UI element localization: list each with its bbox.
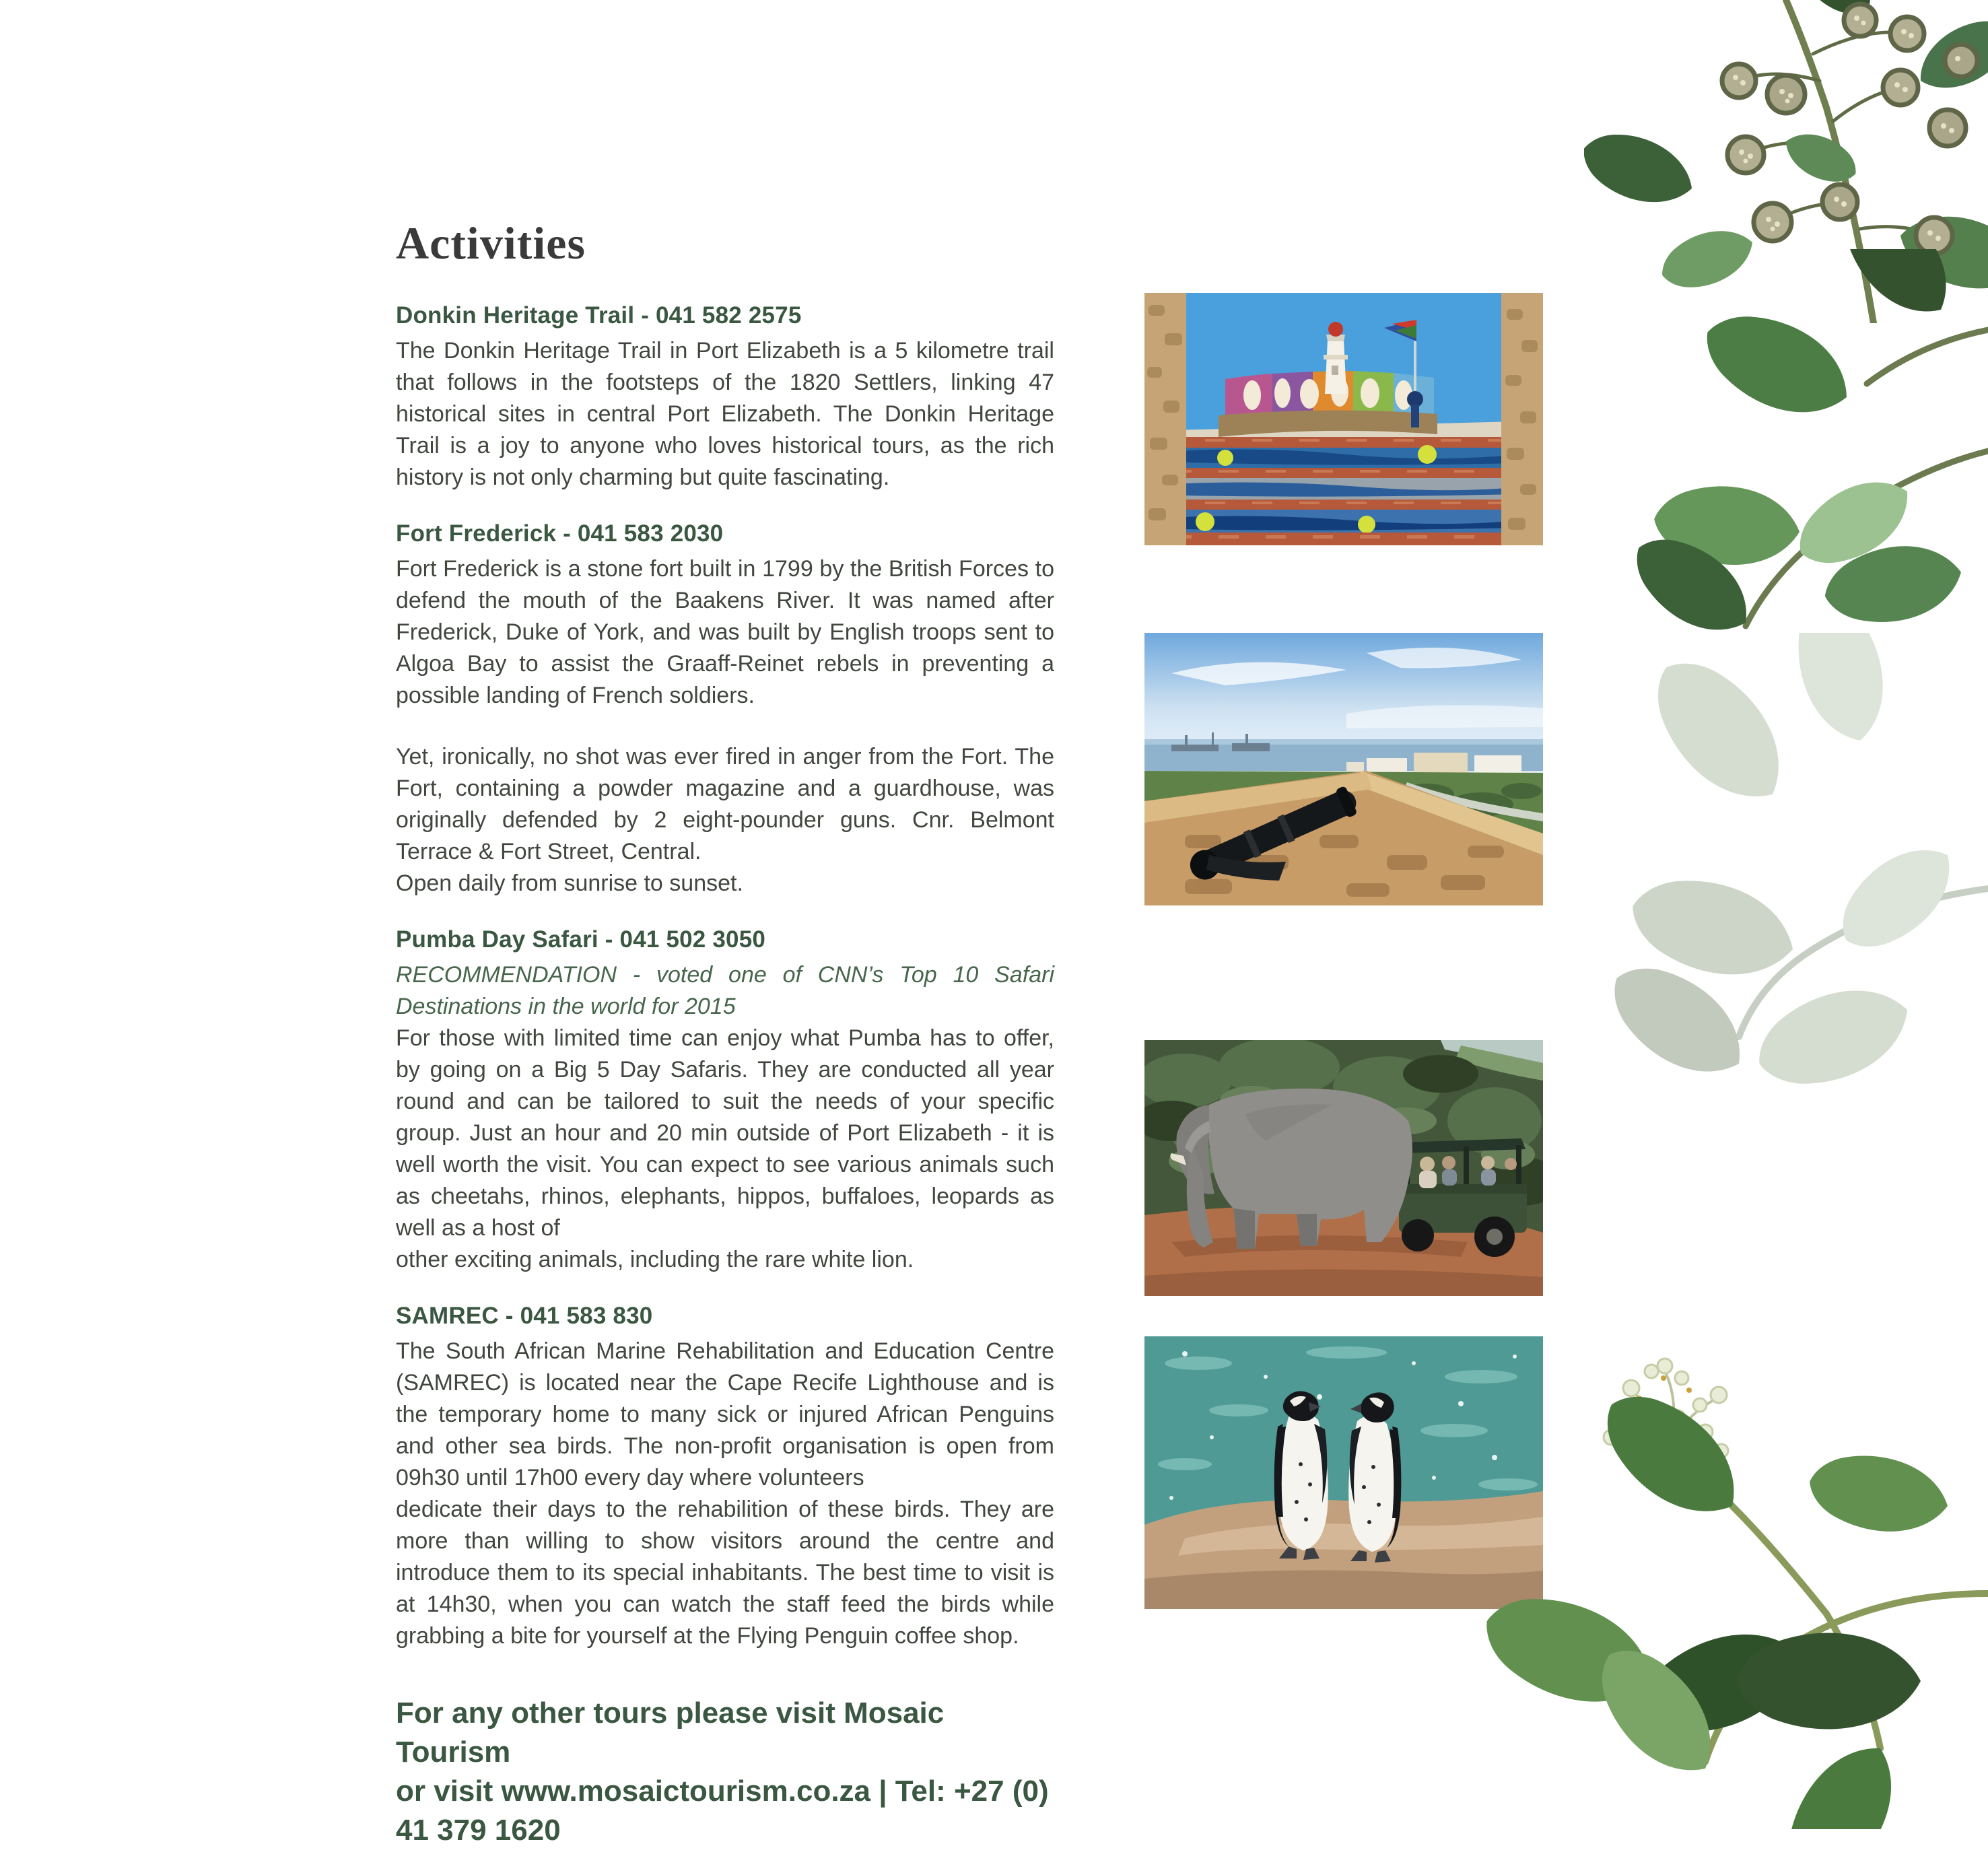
botanical-berry-branch-illustration — [1584, 0, 1988, 323]
section-heading: Pumba Day Safari - 041 502 3050 — [396, 926, 766, 953]
donkin-photo-illustration — [1144, 293, 1543, 545]
section-paragraph: Fort Frederick is a stone fort built in 1799 by the British Forces to defend the mouth of the Baakens River. It was named after Frederick, Duke of York, and was built by English troops sent to Algoa Bay to assist the Graaff-Reinet rebels in preventing a possible landing of French soldiers. — [396, 556, 1054, 708]
section-paragraph: The South African Marine Rehabilitation and Education Centre (SAMREC) is located near the Cape Recife Lighthouse and is the temporary home to many sick or injured African Penguins and other sea birds. The non-profit organisation is open from 09h30 until 17h00 every day where volunteers — [396, 1338, 1054, 1491]
photo-donkin-reserve-lighthouse-mosaic-steps — [1144, 293, 1543, 545]
botanical-green-leaves-illustration — [1624, 249, 1988, 640]
footer-contact — [396, 1694, 1054, 1850]
photo-fort-frederick-cannon-view — [1144, 633, 1543, 905]
section-paragraph: other exciting animals, including the rare white lion. — [396, 1247, 914, 1272]
section-paragraph: Open daily from sunrise to sunset. — [396, 870, 743, 896]
section-samrec — [396, 1303, 1054, 1652]
section-heading: Fort Frederick - 041 583 2030 — [396, 520, 724, 547]
cannon-photo-illustration — [1144, 633, 1543, 905]
footer-line-2: or visit www.mosaictourism.co.za | Tel: +27 (0) 41 379 1620 — [396, 1775, 1049, 1847]
photo-pumba-elephant-safari-vehicle — [1144, 1040, 1543, 1296]
section-heading: Donkin Heritage Trail - 041 582 2575 — [396, 302, 802, 329]
section-pumba-day-safari — [396, 926, 1054, 1276]
section-paragraph: dedicate their days to the rehabilition of these birds. They are more than willing to show visitors around the centre and introduce them to its special inhabitants. The best time to visit is at 14h30, when you can watch the staff feed the birds while grabbing a bite for yourself at the Flying Penguin coffee shop. — [396, 1497, 1054, 1649]
section-heading: SAMREC - 041 583 830 — [396, 1303, 653, 1329]
photo-samrec-african-penguins — [1144, 1336, 1543, 1609]
section-paragraph: The Donkin Heritage Trail in Port Elizabeth is a 5 kilometre trail that follows in the footsteps of the 1820 Settlers, linking 47 historical sites in central Port Elizabeth. The Donkin Heritage Trail is a joy to anyone who loves historical tours, as the rich history is not only charming but quite fascinating. — [396, 338, 1054, 490]
section-paragraph: For those with limited time can enjoy what Pumba has to offer, by going on a Big 5 Day Safaris. They are conducted all year round and can be tailored to suit the needs of your specific group. Just an hour and 20 min outside of Port Elizabeth - it is well worth the visit. You can expect to see various animals such as cheetahs, rhinos, elephants, hippos, buffaloes, leopards as well as a host of — [396, 1025, 1054, 1241]
elephant-photo-illustration — [1144, 1040, 1543, 1296]
penguins-photo-illustration — [1144, 1336, 1543, 1609]
section-donkin-heritage-trail — [396, 302, 1054, 493]
text-column — [396, 217, 1054, 1850]
section-paragraph: Yet, ironically, no shot was ever fired in anger from the Fort. The Fort, containing a powder magazine and a guardhouse, was originally defended by 2 eight-pounder guns. Cnr. Belmont Terrace & Fort Street, Central. — [396, 744, 1054, 864]
page-title: Activities — [396, 217, 586, 269]
section-fort-frederick — [396, 520, 1054, 899]
footer-line-1: For any other tours please visit Mosaic Tourism — [396, 1697, 945, 1769]
botanical-faded-leaves-watermark — [1571, 633, 1988, 1192]
recommendation-note: RECOMMENDATION - voted one of CNN’s Top 10 Safari Destinations in the world for 2015 — [396, 962, 1054, 1019]
